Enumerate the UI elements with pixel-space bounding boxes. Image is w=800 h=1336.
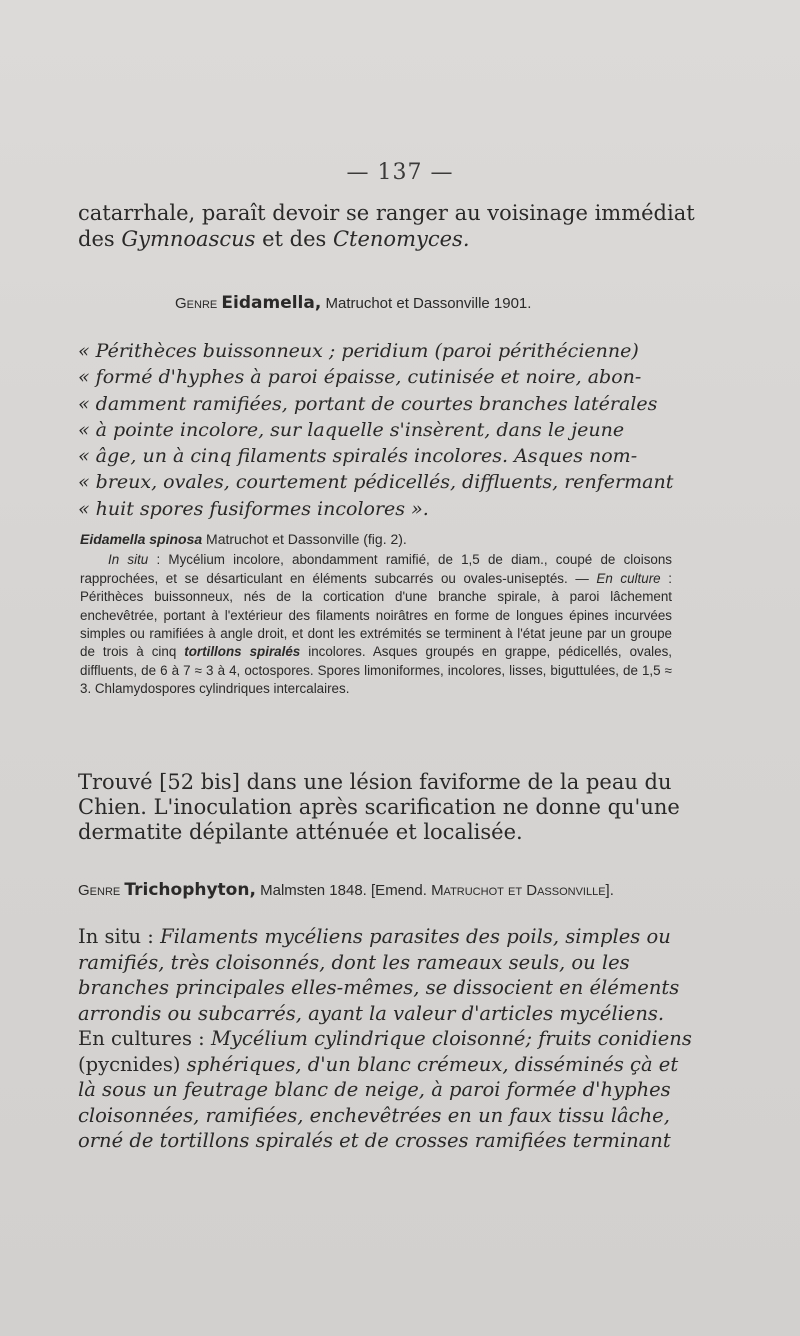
quote-line: « âge, un à cinq filaments spiralés incolores. Asques nom- bbox=[78, 445, 638, 468]
trouve-line: Trouvé [52 bis] dans une lésion faviforme de la peau du bbox=[78, 770, 672, 794]
genus-name: Trichophyton, bbox=[124, 880, 256, 900]
trouve-line: dermatite dépilante atténuée et localisée. bbox=[78, 820, 523, 844]
quote-line: « formé d'hyphes à paroi épaisse, cutinisée et noire, abon- bbox=[78, 366, 642, 389]
tri-line: cloisonnées, ramifiées, enchevêtrées en un faux tissu lâche, bbox=[78, 1103, 670, 1127]
tri-line: arrondis ou subcarrés, ayant la valeur d'articles mycéliens. bbox=[78, 1001, 665, 1025]
quote-line: « damment ramifiées, portant de courtes branches latérales bbox=[78, 392, 658, 415]
genre-trichophyton-heading: Genre Trichophyton, Malmsten 1848. [Emend. Matruchot et Dassonville]. bbox=[78, 880, 614, 900]
genus-name: Eidamella, bbox=[221, 293, 322, 313]
tri-line: ramifiés, très cloisonnés, dont les rameaux seuls, ou les bbox=[78, 950, 630, 974]
intro-line-2: des Gymnoascus et des Ctenomyces. bbox=[78, 227, 470, 251]
quote-line: « Périthèces buissonneux ; peridium (paroi périthécienne) bbox=[78, 340, 639, 362]
intro-paragraph bbox=[78, 200, 695, 252]
tri-line: orné de tortillons spiralés et de crosses ramifiées terminant bbox=[78, 1129, 671, 1152]
tri-line: là sous un feutrage blanc de neige, à paroi formée d'hyphes bbox=[78, 1078, 671, 1101]
genus-gymnoascus: Gymnoascus bbox=[121, 227, 256, 251]
tri-line: En cultures : Mycélium cylindrique cloisonné; fruits conidiens bbox=[78, 1027, 692, 1050]
quote-line: « huit spores fusiformes incolores ». bbox=[78, 497, 429, 520]
tri-line: (pycnides) sphériques, d'un blanc crémeux, disséminés çà et bbox=[78, 1052, 679, 1076]
trouve-paragraph bbox=[78, 770, 678, 845]
eidamella-diagnosis bbox=[78, 338, 678, 522]
tri-line: branches principales elles-mêmes, se dissocient en éléments bbox=[78, 976, 680, 999]
species-description bbox=[80, 530, 672, 699]
species-heading: Eidamella spinosa Matruchot et Dassonville (fig. 2). bbox=[80, 531, 407, 547]
quote-line: « à pointe incolore, sur laquelle s'insèrent, dans le jeune bbox=[78, 418, 625, 441]
trouve-line: Chien. L'inoculation après scarification ne donne qu'une bbox=[78, 795, 680, 819]
species-text: In situ : Mycélium incolore, abondamment ramifié, de 1,5 de diam., coupé de cloisons rapprochées, et se désarticulant en éléments subcarrés ou ovales-uniseptés. — En culture : Périthèces buissonneux, nés de la cortication d'une branche spirale, à paroi lâchement enchevêtrée, portant à l'extérieur des filaments noirâtres en forme de longues épines incurvées simples ou ramifiées à angle droit, et dont les extrémités se terminent à l'état jeune par un groupe de trois à cinq tortillons spiralés incolores. Asques groupés en grappe, pédicellés, ovales, diffluents, de 6 à 7 ≈ 3 à 4, octospores. Spores limoniformes, incolores, lisses, biguttulées, de 1,5 ≈ 3. Chlamydospores cylindriques intercalaires. bbox=[80, 552, 672, 697]
genre-eidamella-heading: Genre Eidamella, Matruchot et Dassonville 1901. bbox=[175, 293, 532, 313]
quote-line: « breux, ovales, courtement pédicellés, diffluents, renfermant bbox=[78, 471, 674, 494]
tri-line: In situ : Filaments mycéliens parasites des poils, simples ou bbox=[78, 925, 671, 948]
genus-ctenomyces: Ctenomyces. bbox=[332, 227, 470, 251]
page-number: — 137 — bbox=[346, 160, 454, 185]
trichophyton-diagnosis bbox=[78, 924, 692, 1154]
intro-line-1: catarrhale, paraît devoir se ranger au voisinage immédiat bbox=[78, 201, 695, 225]
